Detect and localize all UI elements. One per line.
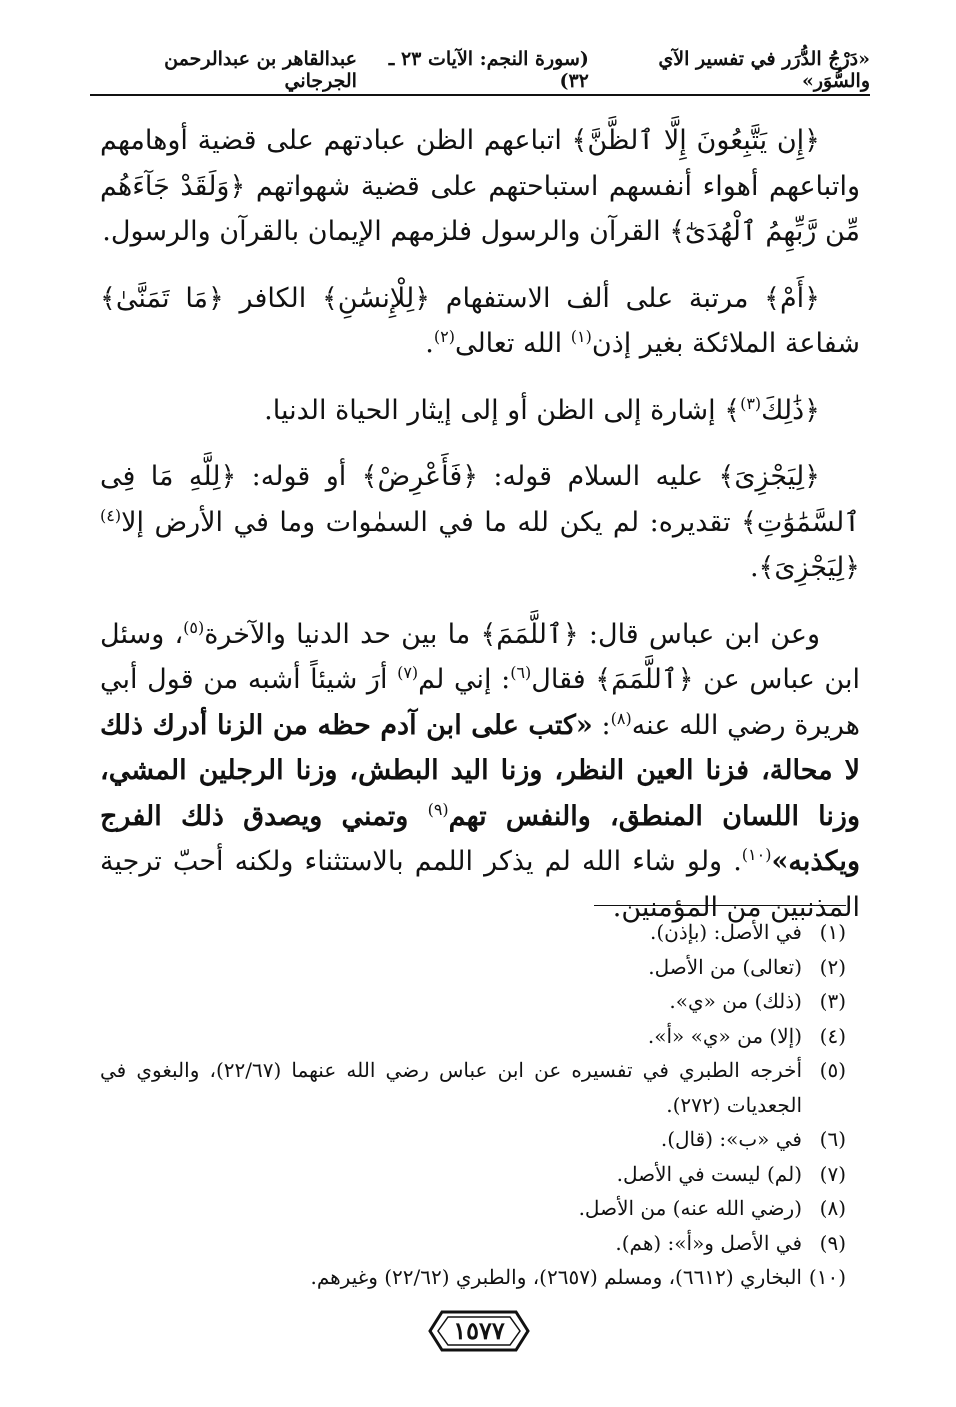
page-number-ornament bbox=[428, 1308, 530, 1354]
hadith-quote-end: وتمني ويصدق ذلك الفرج ويكذبه» bbox=[100, 800, 860, 877]
footnote-ref: (٣) bbox=[740, 393, 762, 413]
footnote-1: (١) في الأصل: (بإذن). bbox=[650, 920, 846, 944]
paragraph-1: ﴿إِن يَتَّبِعُونَ إِلَّا ٱلظَّنَّ﴾ اتباعهم الظن عبادتهم على قضية أوهامهم واتباعهم أهواء أنفسهم استباحتهم على قضية شهواتهم ﴿وَلَقَدْ جَآءَهُم مِّن رَّبِّهِمُ ٱلْهُدَىٰٓ﴾ القرآن والرسول فلزمهم الإيمان بالقرآن والرسول. bbox=[100, 125, 860, 247]
paragraph-2: ﴿أَمْ﴾ مرتبة على ألف الاستفهام ﴿لِلْإِنسَٰنِ﴾ الكافر ﴿مَا تَمَنَّىٰ﴾ شفاعة الملائكة بغير إذن$^{(١)}$ الله تعالى$^{(٢)}$. bbox=[100, 282, 860, 359]
footnote-ref: (٤) bbox=[100, 505, 122, 525]
running-header bbox=[90, 48, 870, 92]
footnote-ref: (٩) bbox=[427, 799, 449, 819]
footnote-3: (٣) (ذلك) من «ي». bbox=[669, 989, 846, 1013]
footnote-4: (٤) (إلا) من «ي» «أ». bbox=[647, 1023, 846, 1048]
header-book-title: «دَرْجُ الدُّرَر في تفسير الآي والسُّوَر» bbox=[658, 48, 870, 92]
footnote-5: (٥) أخرجه الطبري في تفسيره عن ابن عباس رضي الله عنهما (٢٢/٦٧)، والبغوي في الجعديات (٢٧٢). bbox=[100, 1058, 846, 1117]
footnote-ref: (٢) bbox=[433, 327, 455, 346]
footnote-7: (٧) (لم) ليست في الأصل. bbox=[616, 1161, 846, 1186]
footnote-ref: (٨) bbox=[610, 708, 632, 728]
footnote-9: (٩) في الأصل و«أ»: (هم). bbox=[615, 1230, 846, 1255]
paragraph-3: ﴿ذَٰلِكَ$^{(٣)}$﴾ إشارة إلى الظن أو إلى إيثار الحياة الدنيا. bbox=[264, 393, 820, 426]
footnote-ref: (١) bbox=[570, 327, 592, 346]
footnotes bbox=[100, 915, 846, 1295]
footnote-2: (٢) (تعالى) من الأصل. bbox=[648, 954, 846, 979]
header-section: (سورة النجم: الآيات ٢٣ ـ ٣٢) bbox=[388, 48, 589, 92]
footnote-8: (٨) (رضي الله عنه) من الأصل. bbox=[578, 1196, 846, 1220]
paragraph-4: ﴿لِيَجْزِىَ﴾ عليه السلام قوله: ﴿فَأَعْرِضْ﴾ أو قوله: ﴿لِلَّهِ مَا فِى ٱلسَّمَٰوَٰتِ﴾ تقديره: لم يكن لله ما في السمٰوات وما في الأرض إلا$^{(٤)}$ ﴿لِيَجْزِىَ﴾. bbox=[100, 461, 860, 583]
header-rule bbox=[90, 94, 870, 96]
paragraph-5: وعن ابن عباس قال: ﴿ٱللَّمَمَ﴾ ما بين حد الدنيا والآخرة$^{(٥)}$، وسئل ابن عباس عن ﴿ٱللَّمَمَ﴾ فقال$^{(٦)}$: إني لم$^{(٧)}$ أرَ شيئاً أشبه من قول أبي هريرة رضي الله عنه$^{(٨)}$: «كتب على ابن آدم حظه من الزنا أدرك ذلك لا محالة، فزنا العين النظر، وزنا اليد البطش، وزنا الرجلين المشي، وزنا اللسان المنطق، والنفس تهم$^{(٩)}$ وتمني ويصدق ذلك الفرج ويكذبه»$^{(١٠)}$. ولو شاء الله لم يذكر اللمم بالاستثناء ولكنه أحبّ ترجية المذنبين من المؤمنين. bbox=[100, 617, 861, 923]
header-author: عبدالقاهر بن عبدالرحمن الجرجاني bbox=[164, 48, 357, 92]
footnote-ref: (٧) bbox=[397, 663, 419, 682]
footnote-10: (١٠) البخاري (٦٦١٢)، ومسلم (٢٦٥٧)، والطبري (٢٢/٦٢) وغيرهم. bbox=[310, 1265, 846, 1289]
main-text bbox=[100, 118, 860, 930]
footnote-ref: (١٠) bbox=[741, 845, 772, 864]
footnote-ref: (٦) bbox=[510, 663, 532, 682]
footnote-6: (٦) في «ب»: (قال). bbox=[660, 1127, 846, 1151]
footnote-ref: (٥) bbox=[183, 617, 205, 637]
page-number: ١٥٧٧ bbox=[453, 1316, 505, 1345]
footnote-rule bbox=[594, 905, 846, 906]
hadith-quote: «كتب على ابن آدم حظه من الزنا أدرك ذلك لا محالة، فزنا العين النظر، وزنا اليد البطش، وزنا الرجلين المشي، وزنا اللسان المنطق، والنفس تهم bbox=[100, 709, 860, 832]
